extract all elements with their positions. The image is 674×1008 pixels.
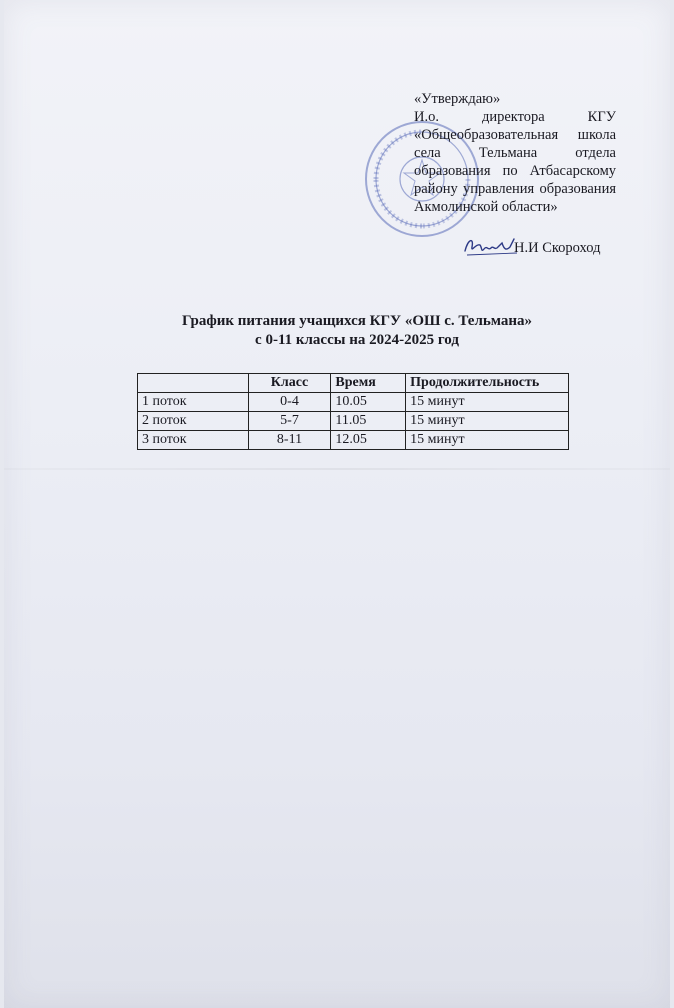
cell-stream: 2 поток [138,412,249,431]
cell-grades: 0-4 [248,393,331,412]
table-row [138,412,569,431]
meal-schedule-table [137,373,569,450]
header-class: Класс [248,374,331,393]
approval-heading: «Утверждаю» [414,91,501,107]
table-row [138,431,569,450]
cell-stream: 1 поток [138,393,249,412]
title-line-1: График питания учащихся КГУ «ОШ с. Тельмана» [181,313,533,329]
cell-time: 12.05 [331,431,406,450]
cell-time: 11.05 [331,412,406,431]
cell-duration: 15 минут [406,412,569,431]
document-title [134,312,580,350]
cell-duration: 15 минут [406,431,569,450]
cell-grades: 5-7 [248,412,331,431]
signer-name: Н.И Скороход [514,240,601,256]
paper-fold [4,468,670,470]
cell-grades: 8-11 [248,431,331,450]
approval-body: И.о. директора КГУ «Общеобразовательная школа села Тельмана отдела образования по Атбасарскому району управления образования Акмолинской области» [414,109,616,215]
cell-stream: 3 поток [138,431,249,450]
table-header-row [138,374,569,393]
approval-block [414,90,616,216]
handwritten-signature [462,233,518,259]
header-time: Время [331,374,406,393]
cell-duration: 15 минут [406,393,569,412]
table-row [138,393,569,412]
signature-line [462,239,612,259]
header-duration: Продолжительность [406,374,569,393]
document-sheet [4,0,670,1008]
title-line-2: с 0-11 классы на 2024-2025 год [255,332,459,348]
cell-time: 10.05 [331,393,406,412]
header-empty [138,374,249,393]
